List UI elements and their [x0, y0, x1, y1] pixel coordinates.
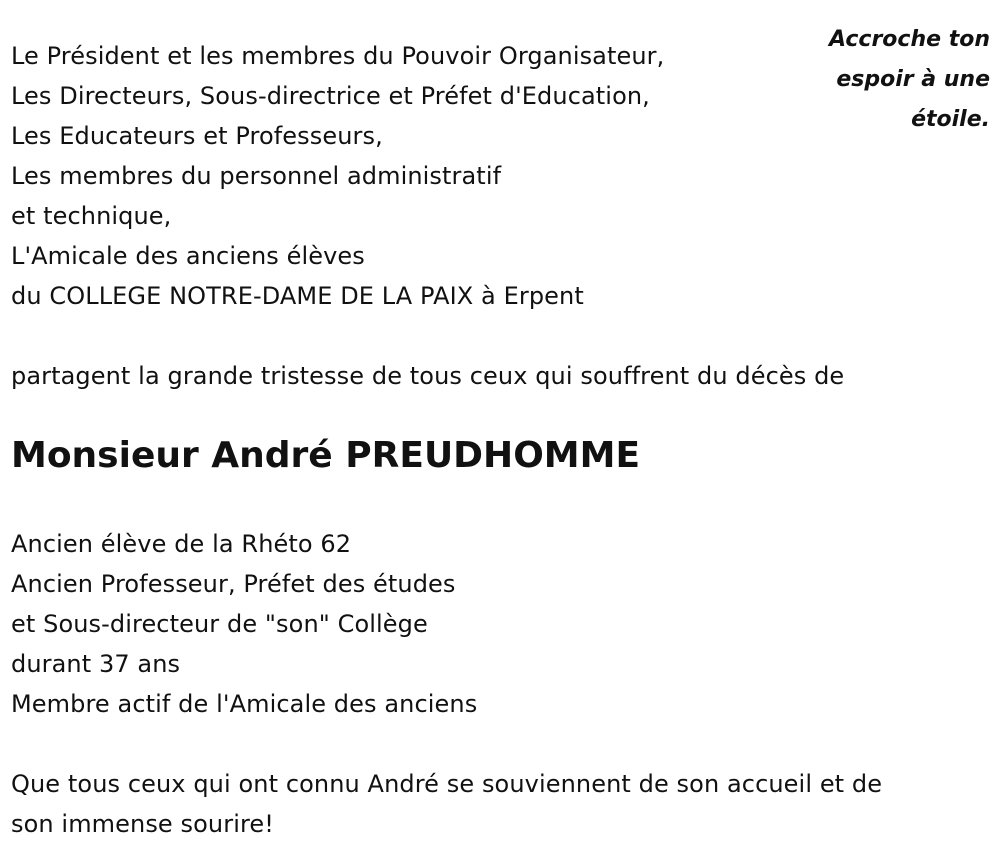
intro-line: Le Président et les membres du Pouvoir Organisateur, [11, 42, 665, 70]
closing-line: Que tous ceux qui ont connu André se souviennent de son accueil et de [11, 770, 883, 798]
quote-line: étoile. [911, 107, 990, 132]
intro-line: du COLLEGE NOTRE-DAME DE LA PAIX à Erpent [11, 282, 584, 310]
intro-line: Les membres du personnel administratif [11, 162, 502, 190]
intro-line: L'Amicale des anciens élèves [11, 242, 365, 270]
closing-line: son immense sourire! [11, 810, 274, 838]
quote-line: Accroche ton [829, 27, 990, 52]
epigraph-quote [800, 20, 990, 140]
intro-line: et technique, [11, 202, 172, 230]
deceased-name: Monsieur André PREUDHOMME [11, 435, 641, 476]
intro-line: Les Directeurs, Sous-directrice et Préfet d'Education, [11, 82, 650, 110]
bio-line: Ancien Professeur, Préfet des études [11, 570, 456, 598]
bio-line: et Sous-directeur de "son" Collège [11, 610, 428, 638]
announcement-text: partagent la grande tristesse de tous ceux qui souffrent du décès de [11, 362, 845, 390]
quote-line: espoir à une [836, 67, 990, 92]
bio-line: Ancien élève de la Rhéto 62 [11, 530, 352, 558]
bio-line: Membre actif de l'Amicale des anciens [11, 690, 478, 718]
intro-line: Les Educateurs et Professeurs, [11, 122, 383, 150]
bio-line: durant 37 ans [11, 650, 181, 678]
